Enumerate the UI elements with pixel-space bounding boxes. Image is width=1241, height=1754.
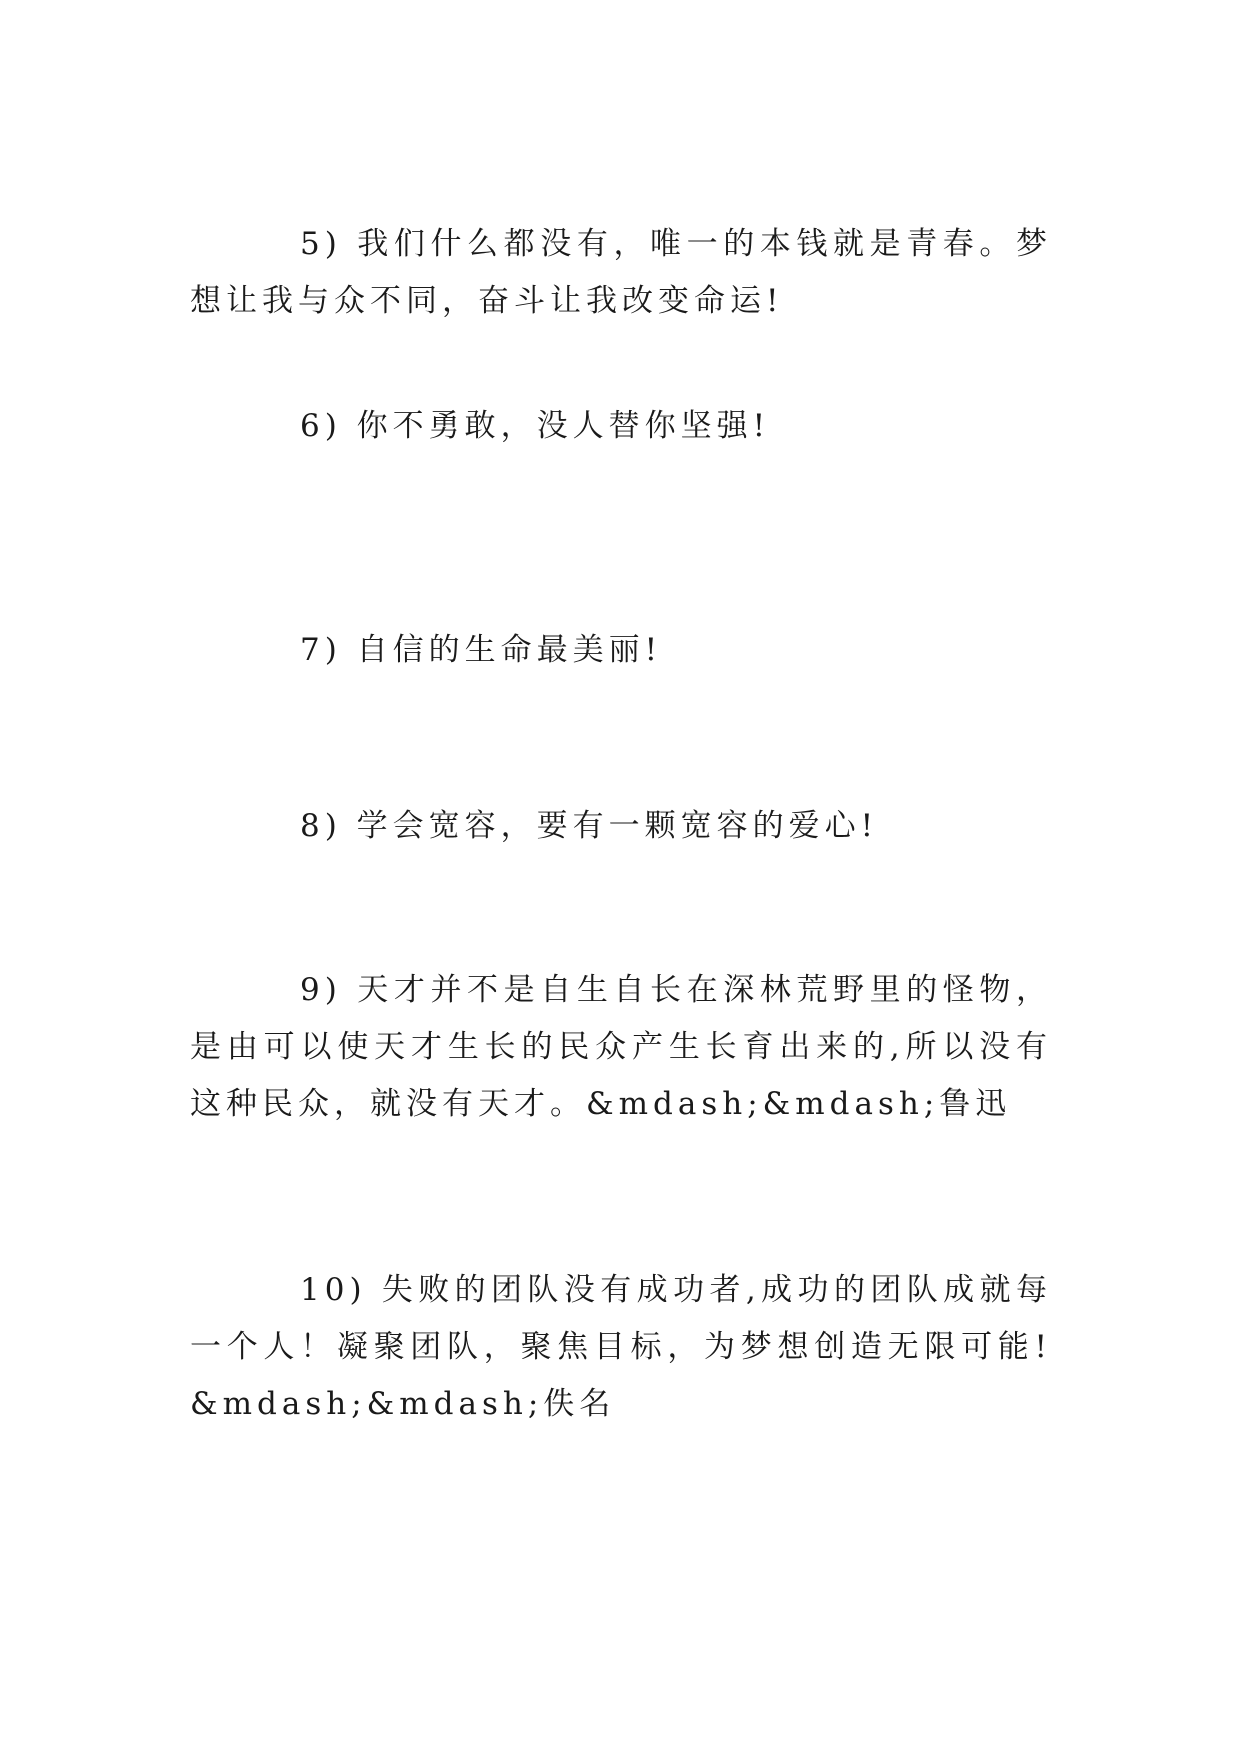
paragraph-8: 8) 学会宽容，要有一颗宽容的爱心! [300,808,879,844]
paragraph-10: 10) 失败的团队没有成功者,成功的团队成就每一个人！凝聚团队，聚焦目标，为梦想创造无限可能!&mdash;&mdash;佚名 [190,1272,1052,1422]
paragraph-7: 7) 自信的生命最美丽! [300,632,663,668]
paragraph-5: 5) 我们什么都没有，唯一的本钱就是青春。梦想让我与众不同，奋斗让我改变命运! [190,226,1052,319]
paragraph-9: 9) 天才并不是自生自长在深林荒野里的怪物，是由可以使天才生长的民众产生长育出来的,所以没有这种民众，就没有天才。&mdash;&mdash;鲁迅 [190,972,1052,1122]
paragraph-6: 6) 你不勇敢，没人替你坚强! [300,408,771,444]
